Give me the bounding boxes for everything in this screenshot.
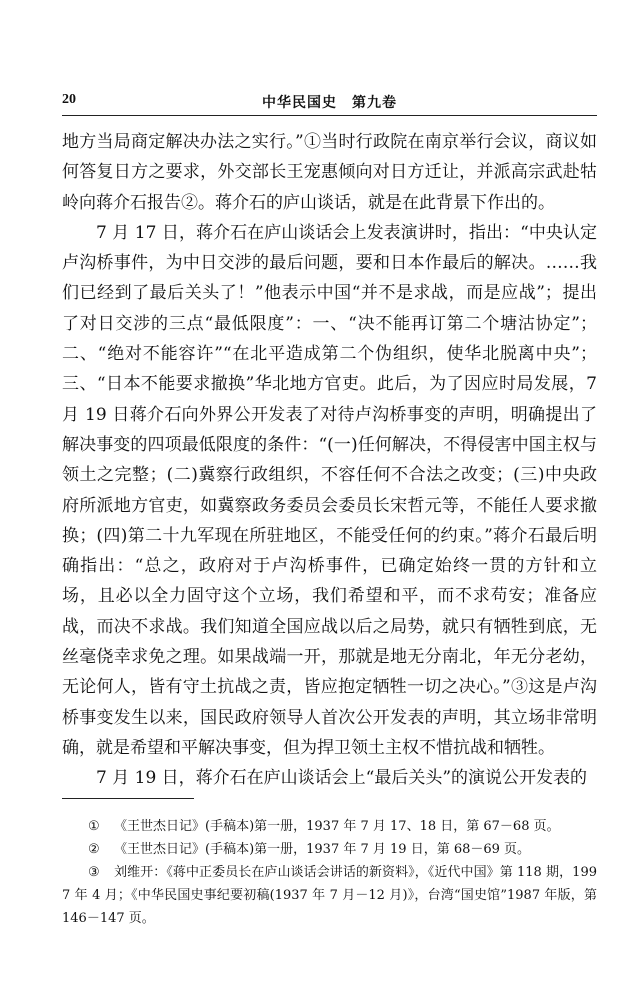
- body-text: [62, 127, 597, 794]
- footnote-text: 《王世杰日记》(手稿本)第一册，1937 年 7 月 19 日，第 68－69 页。: [114, 842, 531, 857]
- footnote-text: 《王世杰日记》(手稿本)第一册，1937 年 7 月 17、18 日，第 67－68 页。: [114, 819, 560, 834]
- footnote-mark: ①: [88, 819, 100, 834]
- footnote: [62, 815, 597, 838]
- footnote-mark: ③: [88, 865, 100, 880]
- running-title: 中华民国史 第九卷: [262, 95, 397, 111]
- page-header: [62, 92, 597, 114]
- footnote-separator: [62, 798, 194, 799]
- page-number: 20: [62, 92, 76, 107]
- paragraph-continued: 地方当局商定解决办法之实行。”①当时行政院在南京举行会议，商议如何答复日方之要求，外交部长王宠惠倾向对日方迁让，并派高宗武赴牯岭向蒋介石报告②。蒋介石的庐山谈话，就是在此背景下作出的。: [62, 132, 597, 213]
- paragraph: 7 月 17 日，蒋介石在庐山谈话会上发表演讲时，指出：“中央认定卢沟桥事件，为中日交涉的最后问题，要和日本作最后的解决。……我们已经到了最后关头了！”他表示中国“并不是求战，而是应战”；提出了对日交涉的三点“最低限度”：一、“决不能再订第二个塘沽协定”；二、“绝对不能容许”“在北平造成第二个伪组织，使华北脱离中央”；三、“日本不能要求撤换”华北地方官吏。此后，为了因应时局发展，7 月 19 日蒋介石向外界公开发表了对待卢沟桥事变的声明，明确提出了解决事变的四项最低限度的条件：“(一)任何解决，不得侵害中国主权与领土之完整；(二)冀察行政组织，不容任何不合法之改变；(三)中央政府所派地方官吏，如冀察政务委员会委员长宋哲元等，不能任人要求撤换；(四)第二十九军现在所驻地区，不能受任何的约束。”蒋介石最后明确指出：“总之，政府对于卢沟桥事件，已确定始终一贯的方针和立场，且必以全力固守这个立场，我们希望和平，而不求苟安；准备应战，而决不求战。我们知道全国应战以后之局势，就只有牺牲到底，无丝毫侥幸求免之理。如果战端一开，那就是地无分南北，年无分老幼，无论何人，皆有守土抗战之责，皆应抱定牺牲一切之决心。”③这是卢沟桥事变发生以来，国民政府领导人首次公开发表的声明，其立场非常明确，就是希望和平解决事变，但为捍卫领土主权不惜抗战和牺牲。: [62, 222, 597, 758]
- footnote: [62, 838, 597, 861]
- footnote: [62, 861, 597, 930]
- header-rule: [62, 115, 597, 116]
- paragraph: 7 月 19 日，蒋介石在庐山谈话会上“最后关头”的演说公开发表的: [96, 768, 588, 789]
- footnote-mark: ②: [88, 842, 100, 857]
- footnotes: [62, 815, 597, 930]
- footnote-text: 刘维开：《蒋中正委员长在庐山谈话会讲话的新资料》，《近代中国》第 118 期，1997 年 4 月；《中华民国史事纪要初稿(1937 年 7 月－12 月)》，台湾“国史馆”1987 年版，第 146－147 页。: [62, 865, 597, 926]
